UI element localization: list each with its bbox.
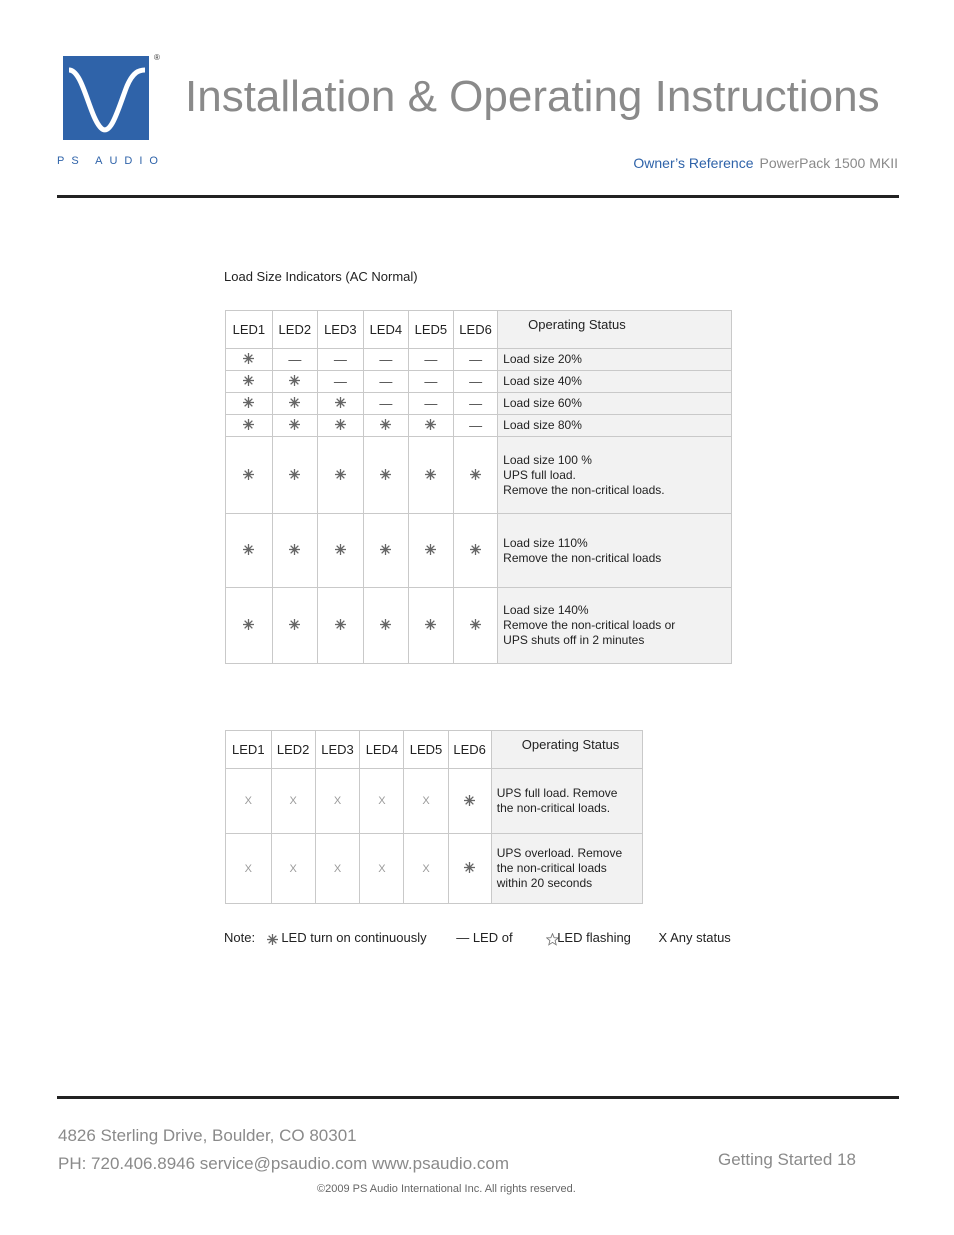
led-on-icon — [408, 415, 453, 437]
copyright: ©2009 PS Audio International Inc. All rights reserved. — [317, 1183, 576, 1195]
led-on-icon — [408, 437, 453, 514]
note-label: Note: — [224, 930, 256, 945]
legend-note — [224, 930, 731, 945]
wave-logo-icon — [63, 56, 149, 140]
led-on-text: LED turn on continuously — [281, 930, 427, 945]
page-title: Installation & Operating Instructions — [185, 72, 880, 121]
led-on-icon — [363, 415, 408, 437]
table-row — [226, 393, 732, 415]
led-off-symbol: — — [408, 393, 453, 415]
led-any-symbol: X — [226, 769, 272, 834]
column-header-status: Operating Status — [498, 311, 732, 349]
led-any-symbol: X — [315, 834, 360, 904]
table-row — [226, 437, 732, 514]
led-off-symbol: — — [453, 349, 497, 371]
table-row — [226, 349, 732, 371]
column-header-led2: LED2 — [271, 731, 315, 769]
operating-status-cell: Load size 110% Remove the non-critical loads — [498, 514, 732, 588]
led-on-icon — [317, 588, 363, 664]
led-on-icon — [363, 437, 408, 514]
product-name: PowerPack 1500 MKII — [759, 155, 898, 171]
column-header-led3: LED3 — [315, 731, 360, 769]
led-on-icon — [226, 371, 273, 393]
led-off-legend: — LED of — [456, 930, 513, 945]
table-row — [226, 588, 732, 664]
led-off-symbol: — — [272, 349, 317, 371]
led-any-symbol: X — [404, 769, 448, 834]
column-header-led3: LED3 — [317, 311, 363, 349]
operating-status-cell: UPS full load. Remove the non-critical loads. — [491, 769, 642, 834]
led-on-icon — [272, 393, 317, 415]
column-header-led1: LED1 — [226, 731, 272, 769]
any-status-legend: X Any status — [658, 930, 731, 945]
led-on-icon — [363, 588, 408, 664]
operating-status-cell: Load size 140% Remove the non-critical loads or UPS shuts off in 2 minutes — [498, 588, 732, 664]
brand-name: PS AUDIO — [57, 155, 165, 167]
led-off-symbol: — — [453, 393, 497, 415]
led-on-icon — [448, 769, 491, 834]
led-any-symbol: X — [226, 834, 272, 904]
led-on-icon — [272, 514, 317, 588]
load-size-table — [225, 310, 732, 664]
led-off-symbol: — — [408, 371, 453, 393]
led-on-icon — [272, 437, 317, 514]
led-off-symbol: — — [453, 371, 497, 393]
led-any-symbol: X — [360, 769, 404, 834]
page-number: Getting Started 18 — [718, 1150, 856, 1169]
table-row — [226, 514, 732, 588]
led-off-symbol: — — [363, 349, 408, 371]
table-row — [226, 371, 732, 393]
led-on-icon — [453, 588, 497, 664]
led-on-icon — [272, 588, 317, 664]
operating-status-cell: Load size 80% — [498, 415, 732, 437]
column-header-led4: LED4 — [363, 311, 408, 349]
led-off-symbol: — — [453, 415, 497, 437]
header-rule — [57, 195, 899, 198]
led-off-symbol: — — [317, 371, 363, 393]
table-row — [226, 415, 732, 437]
led-any-symbol: X — [360, 834, 404, 904]
led-on-icon — [226, 415, 273, 437]
led-on-icon — [363, 514, 408, 588]
led-flashing-legend — [546, 930, 631, 945]
column-header-led1: LED1 — [226, 311, 273, 349]
led-on-icon — [226, 437, 273, 514]
column-header-led6: LED6 — [453, 311, 497, 349]
registered-mark: ® — [154, 53, 160, 62]
operating-status-cell: Load size 40% — [498, 371, 732, 393]
led-any-symbol: X — [404, 834, 448, 904]
overload-status-table — [225, 730, 643, 904]
led-on-icon — [408, 588, 453, 664]
column-header-led5: LED5 — [404, 731, 448, 769]
section-name: Owner’s Reference — [633, 155, 754, 171]
led-any-symbol: X — [315, 769, 360, 834]
led-on-icon — [453, 514, 497, 588]
footer-contact: PH: 720.406.8946 service@psaudio.com www.psaudio.com — [58, 1154, 509, 1173]
subheading — [633, 155, 898, 171]
led-off-symbol: — — [408, 349, 453, 371]
footer-rule — [57, 1096, 899, 1099]
led-on-icon — [226, 514, 273, 588]
led-on-icon — [448, 834, 491, 904]
led-flashing-icon — [546, 933, 557, 944]
column-header-led5: LED5 — [408, 311, 453, 349]
led-on-icon — [226, 349, 273, 371]
led-on-icon — [272, 415, 317, 437]
led-off-symbol: — — [317, 349, 363, 371]
column-header-led6: LED6 — [448, 731, 491, 769]
led-off-symbol: — — [363, 393, 408, 415]
led-on-icon — [408, 514, 453, 588]
operating-status-cell: Load size 60% — [498, 393, 732, 415]
column-header-led4: LED4 — [360, 731, 404, 769]
led-flashing-text: LED flashing — [557, 930, 631, 945]
led-on-icon — [267, 933, 278, 944]
led-on-icon — [226, 393, 273, 415]
footer-address: 4826 Sterling Drive, Boulder, CO 80301 — [58, 1126, 357, 1145]
led-on-icon — [317, 393, 363, 415]
led-on-icon — [453, 437, 497, 514]
led-on-icon — [272, 371, 317, 393]
table1-caption: Load Size Indicators (AC Normal) — [224, 269, 418, 284]
led-on-icon — [317, 415, 363, 437]
led-on-icon — [226, 588, 273, 664]
table-row — [226, 834, 643, 904]
led-any-symbol: X — [271, 769, 315, 834]
column-header-led2: LED2 — [272, 311, 317, 349]
column-header-status: Operating Status — [491, 731, 642, 769]
ps-audio-logo — [63, 56, 149, 140]
operating-status-cell: UPS overload. Remove the non-critical loads within 20 seconds — [491, 834, 642, 904]
led-any-symbol: X — [271, 834, 315, 904]
led-on-icon — [317, 514, 363, 588]
led-on-icon — [317, 437, 363, 514]
led-off-symbol: — — [363, 371, 408, 393]
operating-status-cell: Load size 20% — [498, 349, 732, 371]
operating-status-cell: Load size 100 % UPS full load. Remove the non-critical loads. — [498, 437, 732, 514]
table-row — [226, 769, 643, 834]
led-on-legend — [267, 930, 427, 945]
